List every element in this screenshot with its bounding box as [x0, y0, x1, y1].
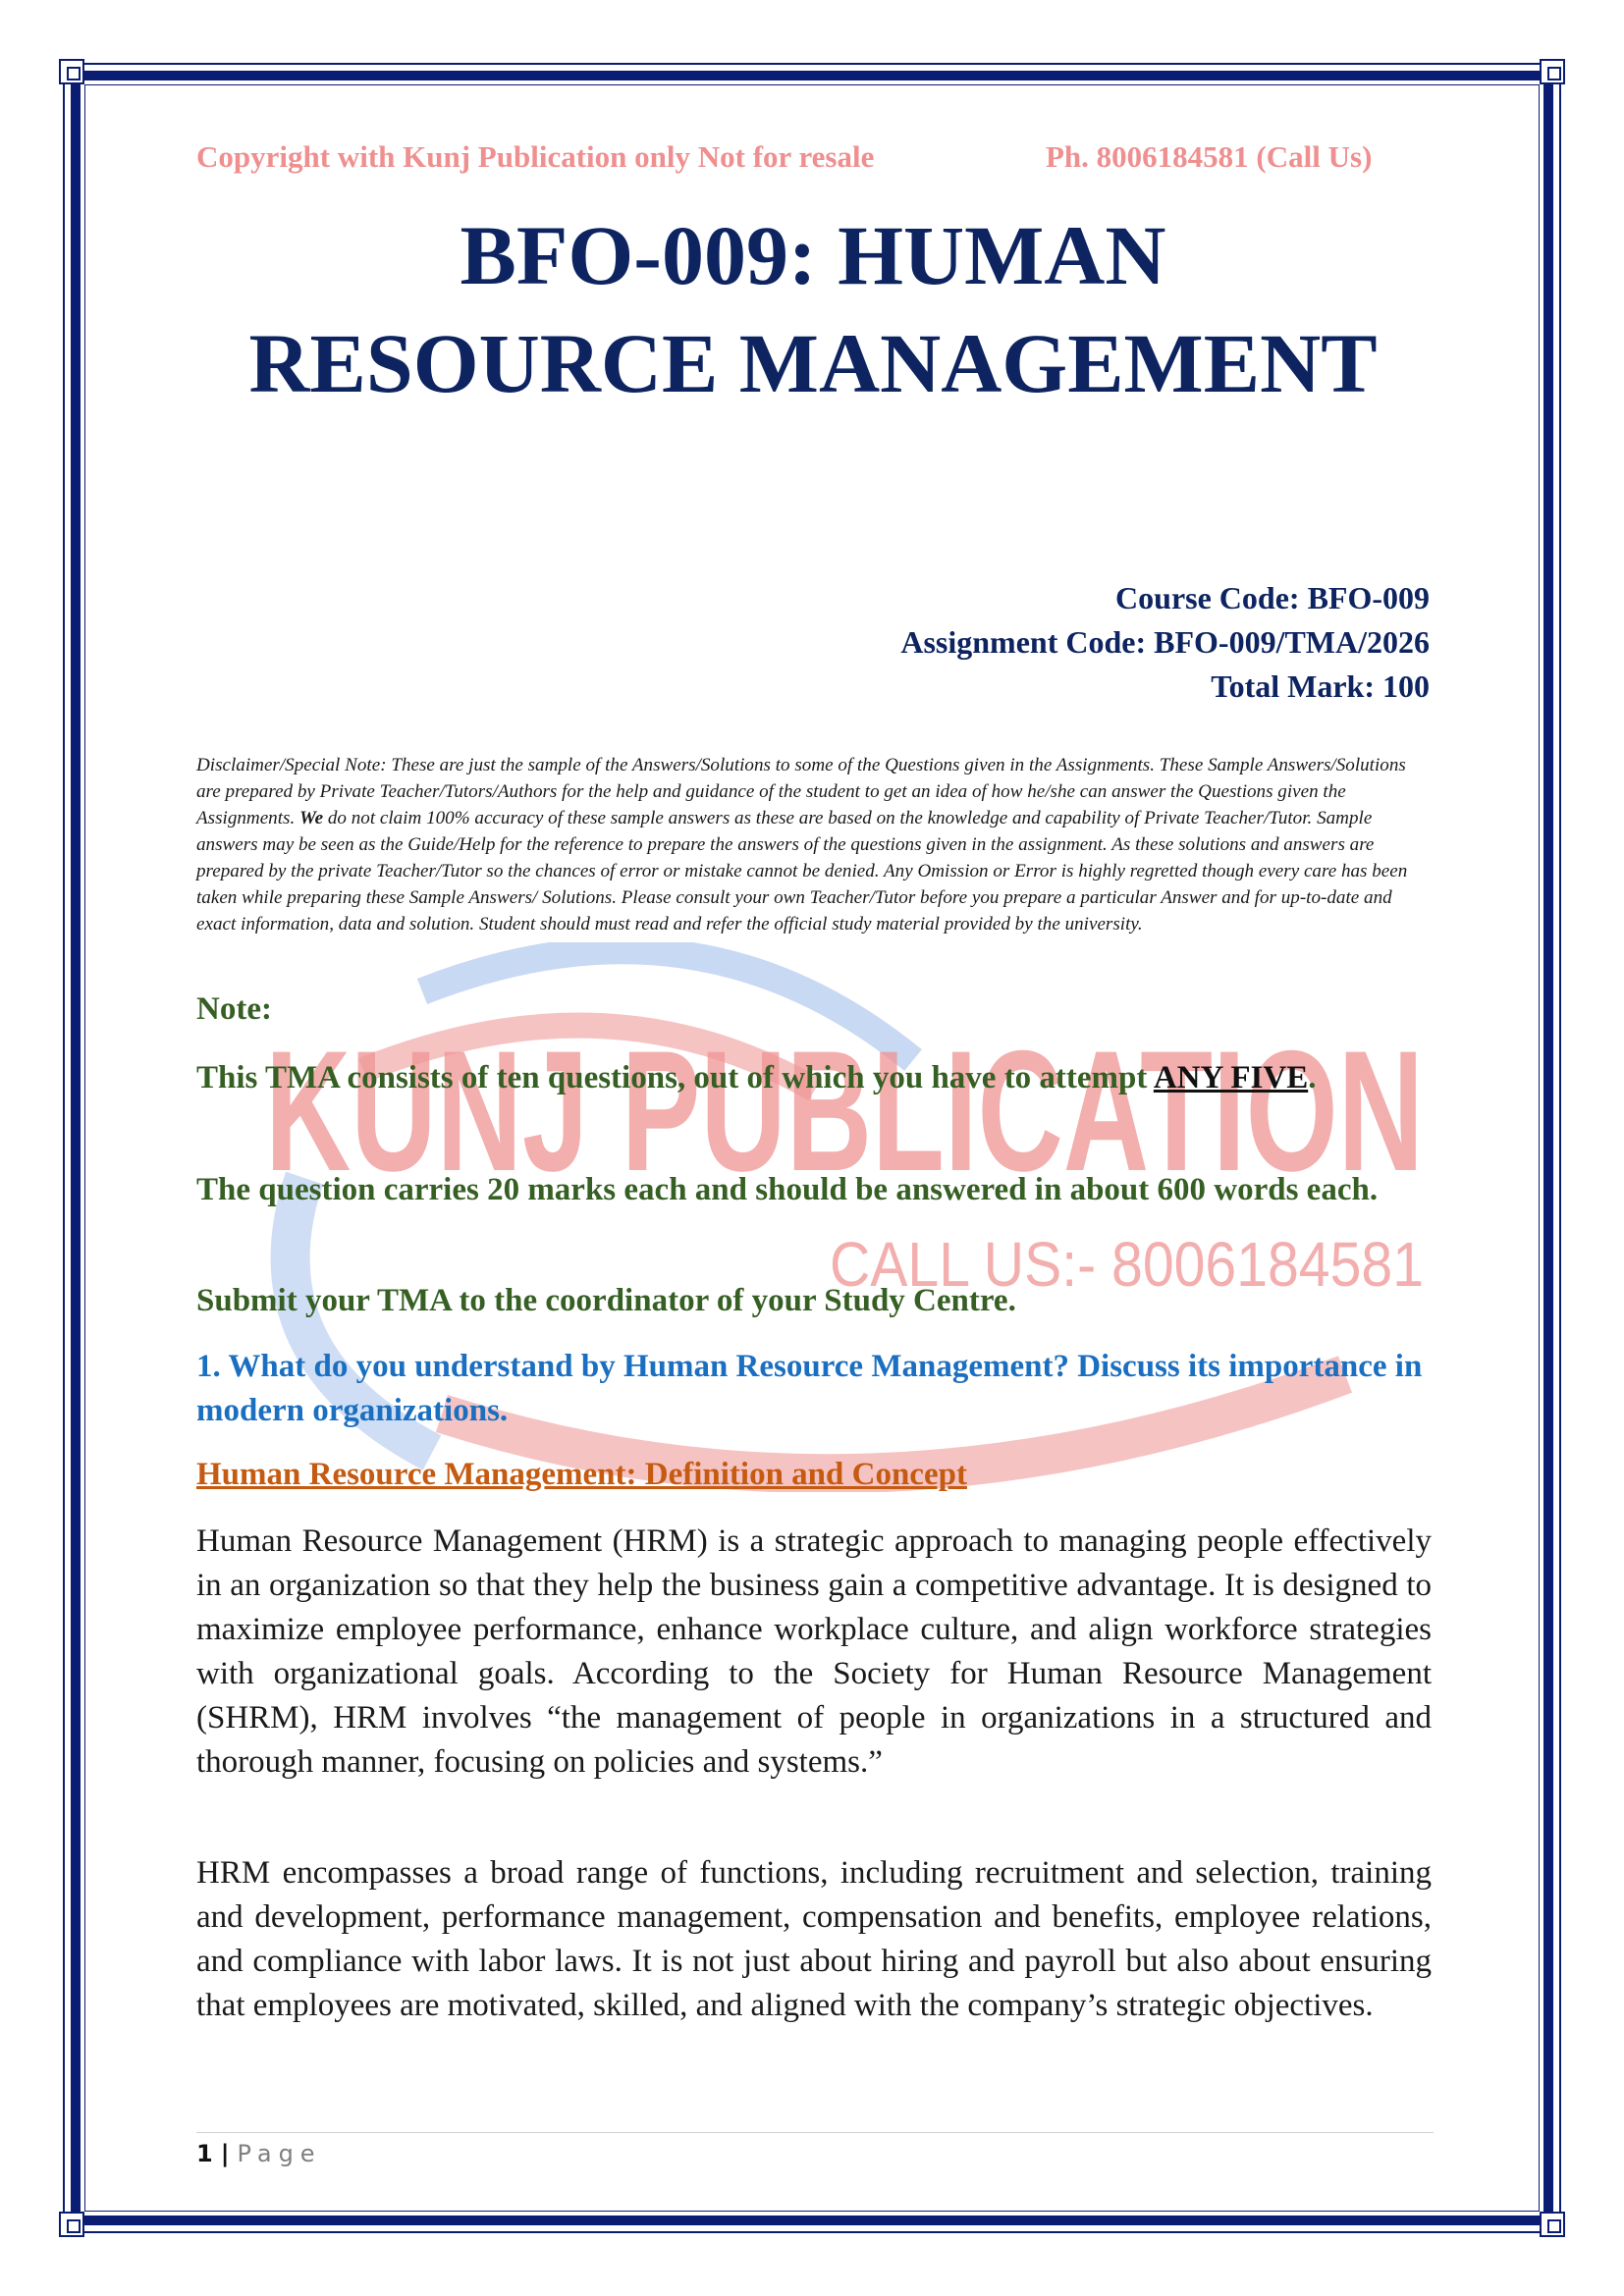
disclaimer-part-2: do not claim 100% accuracy of these sample answers as these are based on the knowledge and capability of Private Teacher/Tutor. Sample answers may be seen as the Guide/Help for the reference to prepare the answers of the questions given in the assignment. As these solutions and answers are prepared by the private Teacher/Tutor so the chances of error or mistake cannot be denied. Any Omission or Error is highly regretted though every care has been taken while preparing these Sample Answers/ Solutions. Please consult your own Teacher/Tutor before you prepare a particular Answer and for up-to-date and exact information, data and solution. Student should must read and refer the official study material provided by the university. — [196, 808, 1408, 934]
page-label: Page — [237, 2140, 322, 2167]
copyright-text: Copyright with Kunj Publication only Not for resale — [196, 139, 875, 174]
corner-ornament-top-left — [59, 59, 84, 84]
note-line-3: Submit your TMA to the coordinator of your Study Centre. — [196, 1283, 1016, 1318]
watermark-call: CALL US:- 8006184581 — [830, 1229, 1424, 1300]
question-1: 1. What do you understand by Human Resource Management? Discuss its importance in modern organizations. — [196, 1349, 1423, 1428]
disclaimer — [196, 752, 1432, 937]
total-mark: Total Mark: 100 — [1211, 668, 1430, 704]
corner-ornament-bottom-right — [1540, 2212, 1565, 2237]
note-line-2: The question carries 20 marks each and should be answered in about 600 words each. — [196, 1172, 1379, 1207]
document-title — [196, 201, 1430, 417]
note-line-1 — [196, 1056, 1434, 1100]
assignment-code: Assignment Code: BFO-009/TMA/2026 — [900, 624, 1430, 660]
note-line-1-text: This TMA consists of ten questions, out of which you have to attempt — [196, 1060, 1148, 1095]
note-heading: Note: — [196, 991, 272, 1027]
course-info — [196, 576, 1430, 709]
title-line-1: BFO-009: HUMAN — [460, 208, 1166, 302]
page-separator: | — [220, 2140, 230, 2167]
paragraph-2: HRM encompasses a broad range of functions, including recruitment and selection, training and development, performance management, compensation and benefits, employee relations, and compliance with labor laws. It is not just about hiring and payroll but also about ensuring that employees are motivated, skilled, and aligned with the company’s strategic objectives. — [196, 1855, 1432, 2023]
watermark-brand: KUNJ PUBLICATION — [265, 1016, 1424, 1207]
page-footer — [196, 2140, 322, 2167]
disclaimer-part-1: Disclaimer/Special Note: These are just the sample of the Answers/Solutions to some of the Questions given in the Assignments. These Sample Answers/Solutions are prepared by Private Teacher/Tutors/Authors for the help and guidance of the student to get an idea of how he/she can answer the Questions given the Assignments. — [196, 755, 1406, 828]
note-emphasis: ANY FIVE — [1153, 1060, 1309, 1095]
note-line-1-end: . — [1308, 1060, 1317, 1095]
disclaimer-we: We — [299, 808, 324, 828]
section-heading: Human Resource Management: Definition and Concept — [196, 1457, 967, 1492]
footer-divider — [196, 2132, 1434, 2133]
course-code: Course Code: BFO-009 — [1115, 580, 1430, 615]
copyright-header — [196, 139, 1430, 175]
page-number: 1 — [196, 2140, 213, 2167]
corner-ornament-bottom-left — [59, 2212, 84, 2237]
corner-ornament-top-right — [1540, 59, 1565, 84]
contact-phone: Ph. 8006184581 (Call Us) — [1046, 139, 1373, 174]
title-line-2: RESOURCE MANAGEMENT — [248, 316, 1378, 410]
paragraph-1: Human Resource Management (HRM) is a strategic approach to managing people effectively in an organization so that they help the business gain a competitive advantage. It is designed to maximize employee performance, enhance workplace culture, and align workforce strategies with organizational goals. According to the Society for Human Resource Management (SHRM), HRM involves “the management of people in organizations in a structured and thorough manner, focusing on policies and systems.” — [196, 1523, 1432, 1780]
